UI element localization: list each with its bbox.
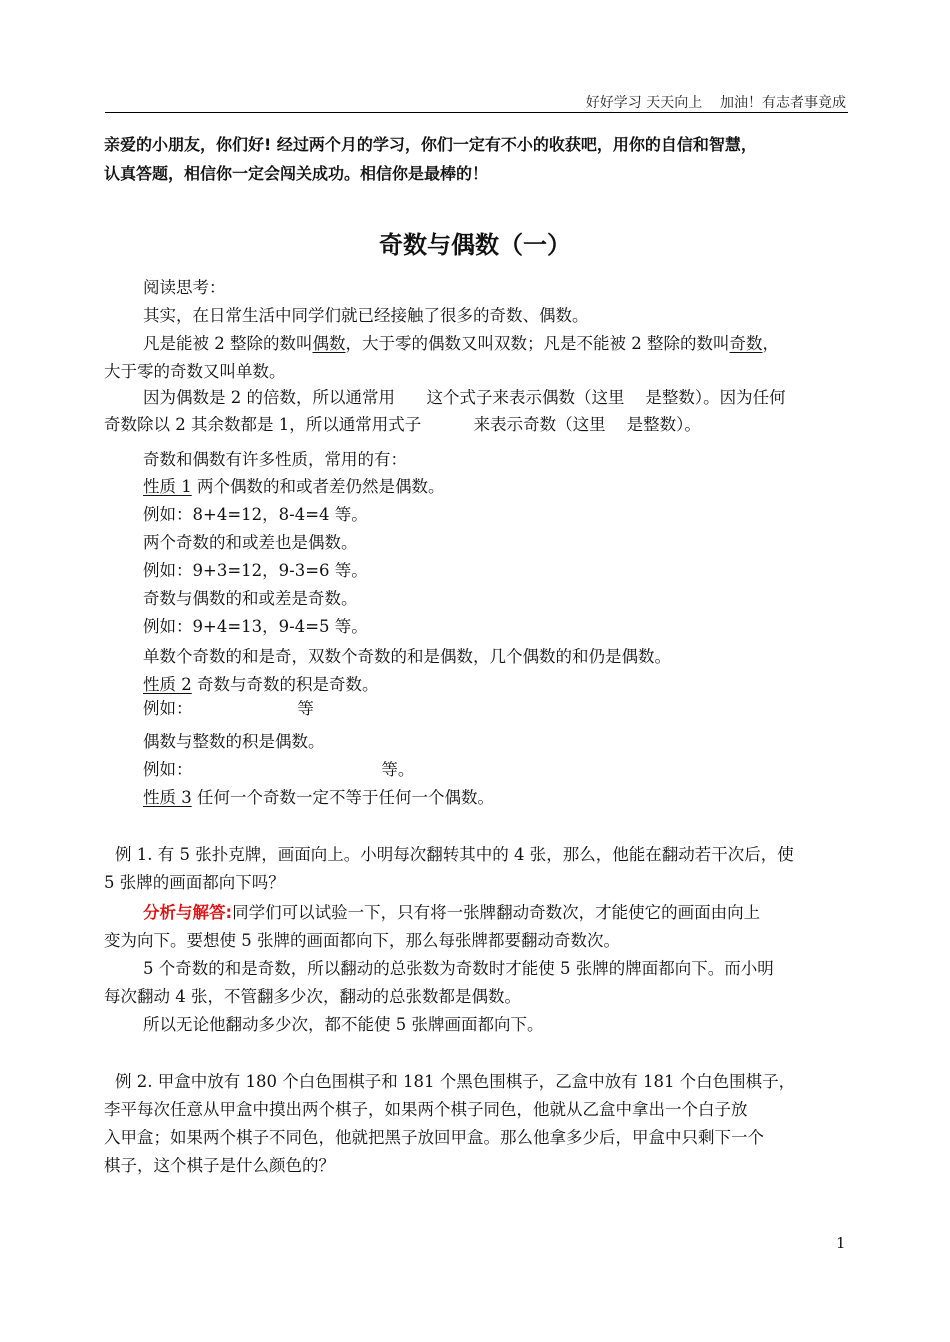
reading-paragraph-3-line-2: 奇数除以 2 其余数都是 1，所以通常用式子 来表示奇数（这里 是整数）。 xyxy=(104,415,701,434)
reading-paragraph-2-cont: 大于零的奇数又叫单数。 xyxy=(104,362,286,381)
header-text: 好好学习 天天向上 加油！有志者事竟成 xyxy=(585,95,846,111)
example-line-2: 例如：9+3=12，9-3=6 等。 xyxy=(143,561,368,580)
page-number: 1 xyxy=(836,1234,846,1252)
example-2-line-3: 入甲盒；如果两个棋子不同色，他就把黑子放回甲盒。那么他拿多少后，甲盒中只剩下一个 xyxy=(104,1128,764,1147)
intro-line-2: 认真答题，相信你一定会闯关成功。相信你是最棒的！ xyxy=(104,164,489,183)
intro-line-1: 亲爱的小朋友，你们好! 经过两个月的学习，你们一定有不小的收获吧，用你的自信和智慧， xyxy=(104,135,757,154)
example-2-line-2: 李平每次任意从甲盒中摸出两个棋子，如果两个棋子同色，他就从乙盒中拿出一个白子放 xyxy=(104,1100,748,1119)
reading-heading: 阅读思考： xyxy=(143,278,226,297)
property-3 xyxy=(143,787,494,809)
example-line-3: 例如：9+4=13，9-4=5 等。 xyxy=(143,617,368,636)
property-2 xyxy=(143,674,379,696)
statement-5: 偶数与整数的积是偶数。 xyxy=(143,732,325,751)
example-1-analysis-line-2: 变为向下。要想使 5 张牌的画面都向下，那么每张牌都要翻动奇数次。 xyxy=(104,931,620,950)
example-1-question-line-1: 例 1. 有 5 张扑克牌，画面向上。小明每次翻转其中的 4 张，那么，他能在翻动若干次后，使 xyxy=(115,845,794,864)
example-1-analysis-line-4: 每次翻动 4 张，不管翻多少次，翻动的总张数都是偶数。 xyxy=(104,987,521,1006)
analysis-text: 同学们可以试验一下，只有将一张牌翻动奇数次，才能使它的画面由向上 xyxy=(232,903,761,922)
property-2-text: 奇数与奇数的积是奇数。 xyxy=(191,675,379,694)
example-1-conclusion: 所以无论他翻动多少次，都不能使 5 张牌画面都向下。 xyxy=(143,1015,544,1034)
reading-paragraph-1: 其实，在日常生活中同学们就已经接触了很多的奇数、偶数。 xyxy=(143,306,589,325)
example-line-5: 例如： 等。 xyxy=(143,760,415,779)
example-1-analysis-line-3: 5 个奇数的和是奇数，所以翻动的总张数为奇数时才能使 5 张牌的牌面都向下。而小明 xyxy=(143,959,774,978)
property-1 xyxy=(143,476,445,498)
property-1-label: 性质 1 xyxy=(143,477,192,496)
example-1-analysis-line-1 xyxy=(143,902,760,924)
example-2-line-1: 例 2. 甲盒中放有 180 个白色围棋子和 181 个黑色围棋子，乙盒中放有 181 个白色围棋子， xyxy=(115,1072,796,1091)
reading-paragraph-2 xyxy=(143,333,779,355)
term-even: 偶数 xyxy=(312,334,346,353)
p2-part-b: ，大于零的偶数又叫双数；凡是不能被 2 整除的数叫 xyxy=(345,334,730,353)
example-line-4: 例如： 等 xyxy=(143,699,314,718)
analysis-label: 分析与解答: xyxy=(143,903,233,922)
example-1-question-line-2: 5 张牌的画面都向下吗？ xyxy=(104,873,285,892)
statement-2: 两个奇数的和或差也是偶数。 xyxy=(143,533,358,552)
properties-intro: 奇数和偶数有许多性质，常用的有： xyxy=(143,450,407,469)
property-2-label: 性质 2 xyxy=(143,675,192,694)
property-3-label: 性质 3 xyxy=(143,788,192,807)
p2-part-a: 凡是能被 2 整除的数叫 xyxy=(143,334,313,353)
page-title: 奇数与偶数（一） xyxy=(379,231,571,259)
property-3-text: 任何一个奇数一定不等于任何一个偶数。 xyxy=(191,788,494,807)
term-odd: 奇数 xyxy=(729,334,763,353)
example-line-1: 例如：8+4=12，8-4=4 等。 xyxy=(143,505,368,524)
property-1-text: 两个偶数的和或者差仍然是偶数。 xyxy=(191,477,445,496)
example-2-line-4: 棋子，这个棋子是什么颜色的？ xyxy=(104,1156,335,1175)
reading-paragraph-3-line-1: 因为偶数是 2 的倍数，所以通常用 这个式子来表示偶数（这里 是整数）。因为任何 xyxy=(143,388,786,407)
statement-3: 奇数与偶数的和或差是奇数。 xyxy=(143,589,358,608)
statement-4: 单数个奇数的和是奇，双数个奇数的和是偶数，几个偶数的和仍是偶数。 xyxy=(143,647,671,666)
p2-part-c: ， xyxy=(762,334,779,353)
page-header xyxy=(105,92,848,113)
